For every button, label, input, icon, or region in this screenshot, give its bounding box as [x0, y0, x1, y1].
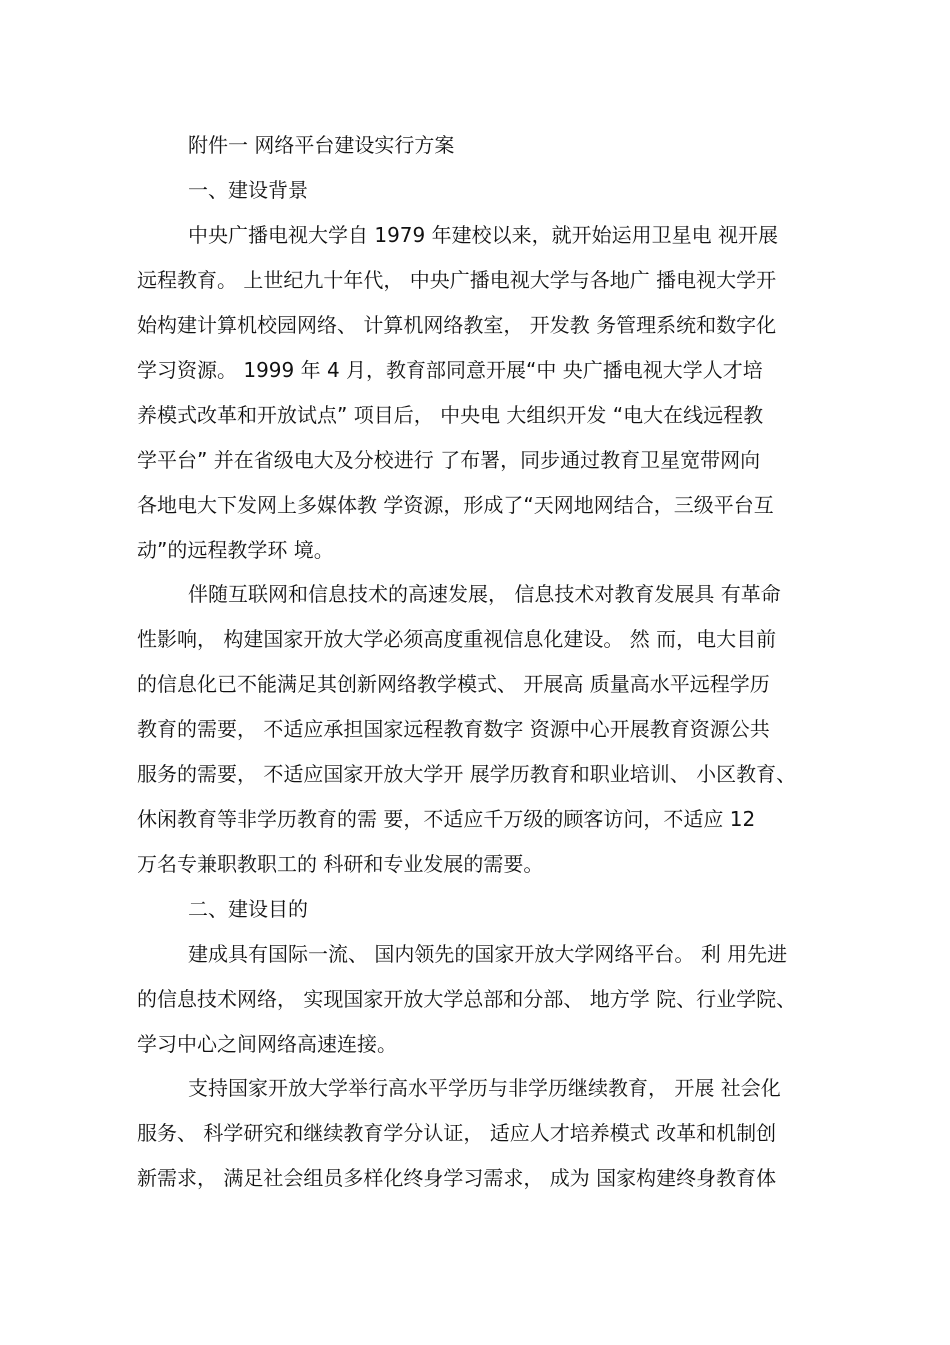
paragraph-line: 伴随互联网和信息技术的高速发展， 信息技术对教育发展具 有革命: [188, 582, 781, 606]
paragraph-line: 中央广播电视大学自 1979 年建校以来，就开始运用卫星电 视开展: [188, 223, 778, 247]
attachment-title: 附件一 网络平台建设实行方案: [188, 133, 455, 157]
paragraph-line: 各地电大下发网上多媒体教 学资源，形成了“天网地网结合，三级平台互: [137, 493, 774, 517]
paragraph-line: 休闲教育等非学历教育的需 要，不适应千万级的顾客访问，不适应 12: [137, 807, 756, 831]
paragraph-line: 教育的需要， 不适应承担国家远程教育数字 资源中心开展教育资源公共: [137, 717, 770, 741]
paragraph-line: 学平台” 并在省级电大及分校进行 了布署，同步通过教育卫星宽带网向: [137, 448, 761, 472]
paragraph-line: 性影响， 构建国家开放大学必须高度重视信息化建设。 然 而，电大目前: [137, 627, 777, 651]
paragraph-line: 的信息技术网络， 实现国家开放大学总部和分部、 地方学 院、行业学院、: [137, 987, 797, 1011]
paragraph-line: 学习资源。 1999 年 4 月，教育部同意开展“中 央广播电视大学人才培: [137, 358, 763, 382]
paragraph-line: 始构建计算机校园网络、 计算机网络教室， 开发教 务管理系统和数字化: [137, 313, 777, 337]
paragraph-line: 远程教育。 上世纪九十年代， 中央广播电视大学与各地广 播电视大学开: [137, 268, 777, 292]
paragraph-line: 新需求， 满足社会组员多样化终身学习需求， 成为 国家构建终身教育体: [137, 1166, 777, 1190]
paragraph-line: 服务的需要， 不适应国家开放大学开 展学历教育和职业培训、 小区教育、: [137, 762, 797, 786]
section-heading-background: 一、建设背景: [188, 178, 308, 202]
paragraph-line: 养模式改革和开放试点” 项目后， 中央电 大组织开发 “电大在线远程教: [137, 403, 764, 427]
paragraph-line: 服务、 科学研究和继续教育学分认证， 适应人才培养模式 改革和机制创: [137, 1121, 777, 1145]
paragraph-line: 支持国家开放大学举行高水平学历与非学历继续教育， 开展 社会化: [188, 1076, 781, 1100]
paragraph-line: 学习中心之间网络高速连接。: [137, 1032, 397, 1056]
paragraph-line: 万名专兼职教职工的 科研和专业发展的需要。: [137, 852, 544, 876]
paragraph-line: 的信息化已不能满足其创新网络教学模式、 开展高 质量高水平远程学历: [137, 672, 770, 696]
section-heading-goals: 二、建设目的: [188, 897, 308, 921]
paragraph-line: 动”的远程教学环 境。: [137, 538, 334, 562]
paragraph-line: 建成具有国际一流、 国内领先的国家开放大学网络平台。 利 用先进: [188, 942, 788, 966]
